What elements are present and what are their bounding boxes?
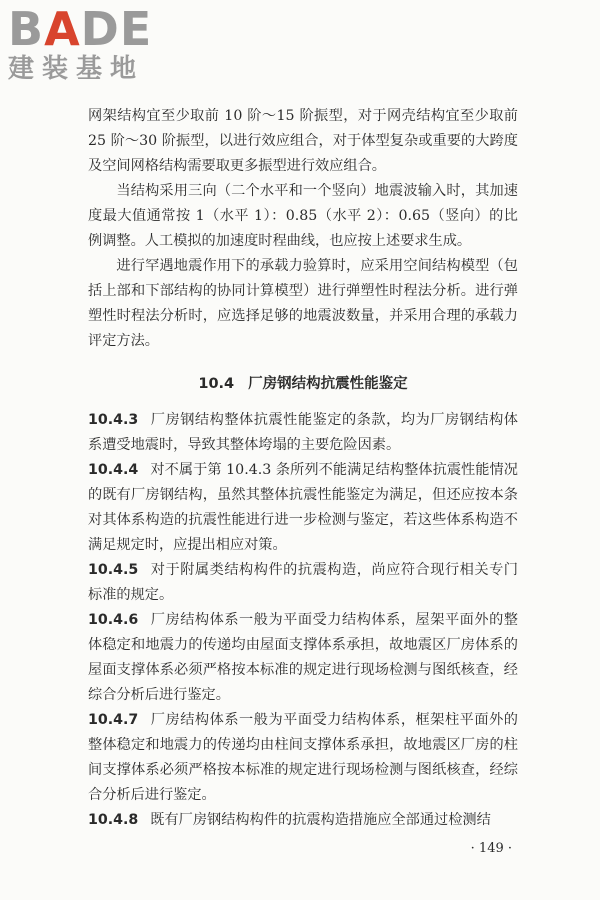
page-number: · 149 ·: [470, 841, 512, 856]
clause-text: 厂房钢结构整体抗震性能鉴定的条款，均为厂房钢结构体系遭受地震时，导致其整体垮塌的主要危险因素。: [88, 412, 518, 453]
intro-paragraph: 当结构采用三向（二个水平和一个竖向）地震波输入时，其加速度最大值通常按 1（水平 1）：0.85（水平 2）：0.65（竖向）的比例调整。人工模拟的加速度时程曲线，也应按上述要求生成。: [88, 183, 518, 249]
intro-paragraph: 网架结构宜至少取前 10 阶～15 阶振型，对于网壳结构宜至少取前 25 阶～30 阶振型，以进行效应组合，对于体型复杂或重要的大跨度及空间网格结构需要取更多振型进行效应组合。: [88, 108, 518, 174]
clause-item: [88, 408, 518, 458]
clause-number: 10.4.6: [88, 612, 139, 628]
clause-text: 对于附属类结构构件的抗震构造，尚应符合现行相关专门标准的规定。: [88, 562, 518, 603]
clause-item: [88, 708, 518, 808]
clause-item: [88, 558, 518, 608]
clause-number: 10.4.7: [88, 712, 139, 728]
section-heading: [88, 372, 518, 396]
clause-item: [88, 458, 518, 558]
section-title: 厂房钢结构抗震性能鉴定: [248, 376, 408, 392]
clause-number: 10.4.3: [88, 412, 139, 428]
site-logo: [8, 4, 178, 90]
clause-item: [88, 808, 518, 833]
clause-text: 厂房结构体系一般为平面受力结构体系，屋架平面外的整体稳定和地震力的传递均由屋面支撑体系承担，故地震区厂房体系的屋面支撑体系必须严格按本标准的规定进行现场检测与图纸核查，经综合分析后进行鉴定。: [88, 612, 518, 703]
clause-item: [88, 608, 518, 708]
section-number: 10.4: [198, 376, 235, 392]
clause-text: 对不属于第 10.4.3 条所列不能满足结构整体抗震性能情况的既有厂房钢结构，虽然其整体抗震性能鉴定为满足，但还应按本条对其体系构造的抗震性能进行进一步检测与鉴定，若这些体系构造不满足规定时，应提出相应对策。: [88, 462, 518, 553]
intro-paragraph: 进行罕遇地震作用下的承载力验算时，应采用空间结构模型（包括上部和下部结构的协同计算模型）进行弹塑性时程法分析。进行弹塑性时程法分析时，应选择足够的地震波数量，并采用合理的承载力评定方法。: [88, 258, 518, 349]
clause-number: 10.4.5: [88, 562, 139, 578]
clause-number: 10.4.4: [88, 462, 139, 478]
logo-subtitle: 建装基地: [8, 54, 145, 84]
logo-wordmark: BADE: [8, 2, 153, 56]
page-body: [88, 104, 518, 833]
clause-number: 10.4.8: [88, 812, 139, 828]
clause-text: 既有厂房钢结构构件的抗震构造措施应全部通过检测结: [150, 812, 491, 828]
clause-text: 厂房结构体系一般为平面受力结构体系，框架柱平面外的整体稳定和地震力的传递均由柱间支撑体系承担，故地震区厂房的柱间支撑体系必须严格按本标准的规定进行现场检测与图纸核查，经综合分析后进行鉴定。: [88, 712, 518, 803]
